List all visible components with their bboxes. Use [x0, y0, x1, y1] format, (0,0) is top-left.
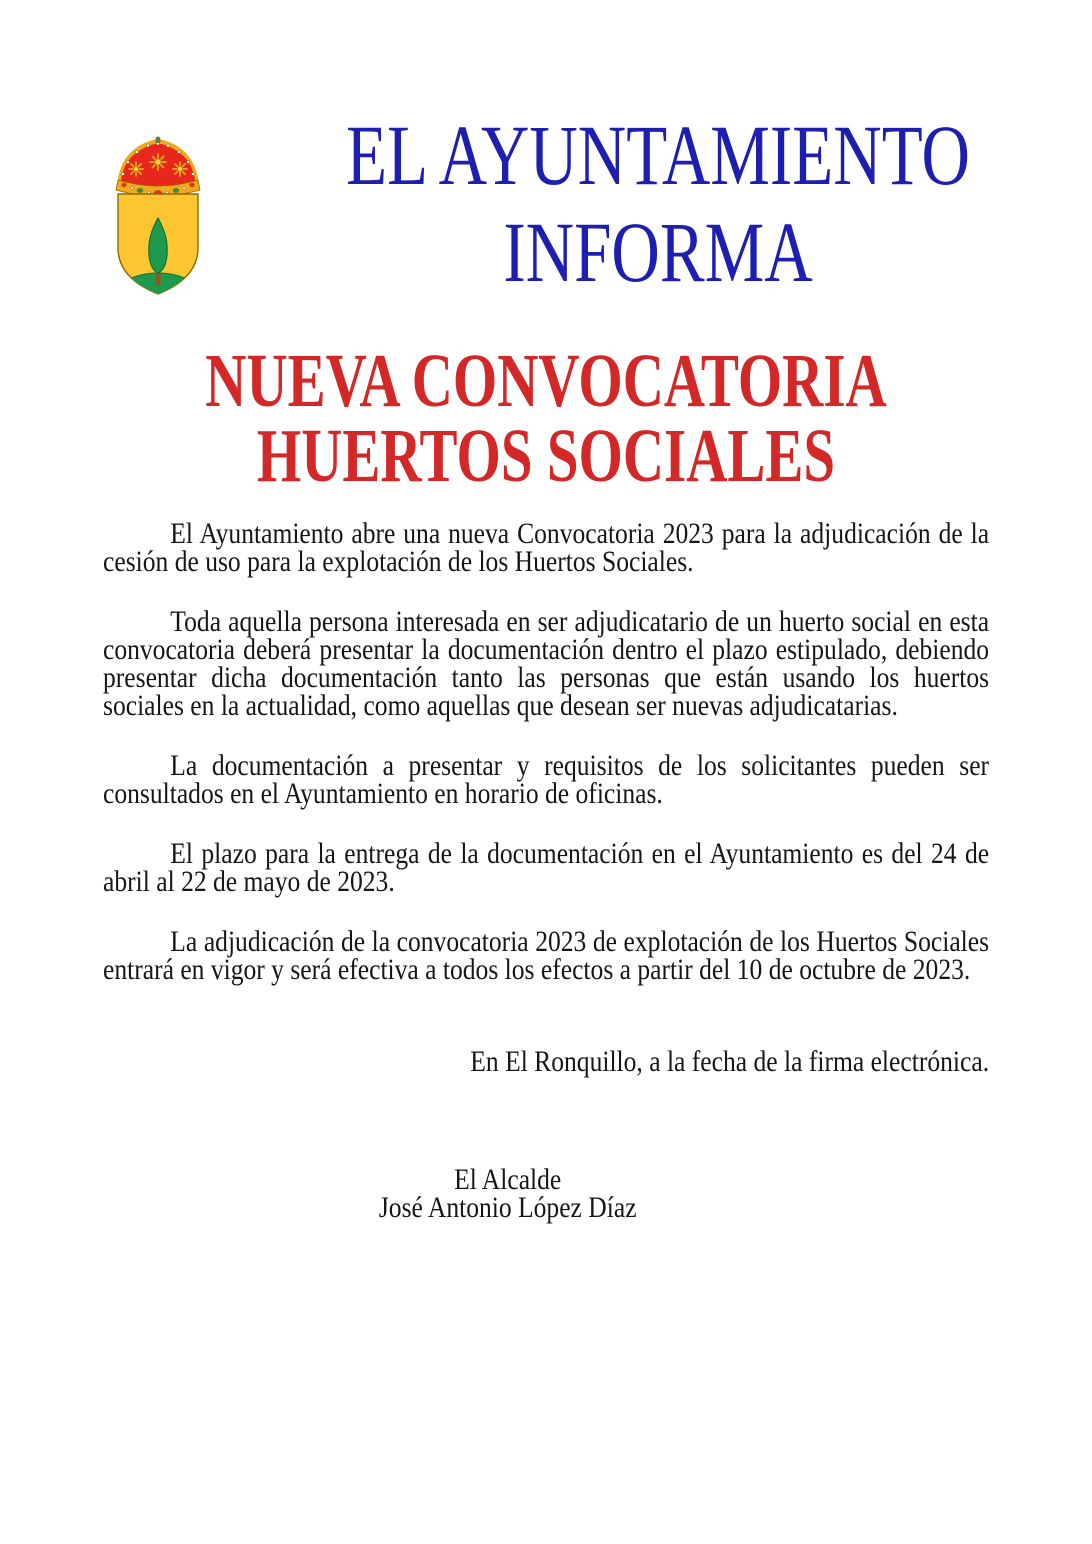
announcement-heading-line1: NUEVA CONVOCATORIA	[205, 339, 887, 423]
body-paragraph-4: El plazo para la entrega de la documentación en el Ayuntamiento es del 24 de abril al 22 de mayo de 2023.	[103, 837, 990, 898]
body-paragraph-3: La documentación a presentar y requisitos de los solicitantes pueden ser consultados en el Ayuntamiento en horario de oficinas.	[103, 749, 990, 810]
body-paragraph-5: La adjudicación de la convocatoria 2023 de explotación de los Huertos Sociales entrará en vigor y será efectiva a todos los efectos a partir del 10 de octubre de 2023.	[103, 925, 990, 986]
signature-role: El Alcalde	[454, 1163, 562, 1196]
document-body	[103, 517, 990, 1224]
announcement-heading	[137, 339, 956, 498]
page-title	[319, 107, 996, 301]
page-title-line1: EL AYUNTAMIENTO	[346, 107, 970, 203]
announcement-heading-line2: HUERTOS SOCIALES	[256, 414, 836, 498]
body-paragraph-1: El Ayuntamiento abre una nueva Convocatoria 2023 para la adjudicación de la cesión de uso para la explotación de los Huertos Sociales.	[103, 517, 990, 578]
signature-block	[103, 1163, 989, 1224]
body-paragraph-2: Toda aquella persona interesada en ser adjudicatario de un huerto social en esta convocatoria deberá presentar la documentación dentro el plazo estipulado, debiendo presentar dicha documentación tanto las personas que están usando los huertos sociales en la actualidad, como aquellas que desean ser nuevas adjudicatarias.	[103, 605, 990, 722]
place-dateline: En El Ronquillo, a la fecha de la firma electrónica.	[470, 1045, 990, 1078]
coat-of-arms-icon	[108, 136, 208, 300]
signature-name: José Antonio López Díaz	[378, 1191, 637, 1224]
page-title-line2: INFORMA	[503, 204, 813, 300]
